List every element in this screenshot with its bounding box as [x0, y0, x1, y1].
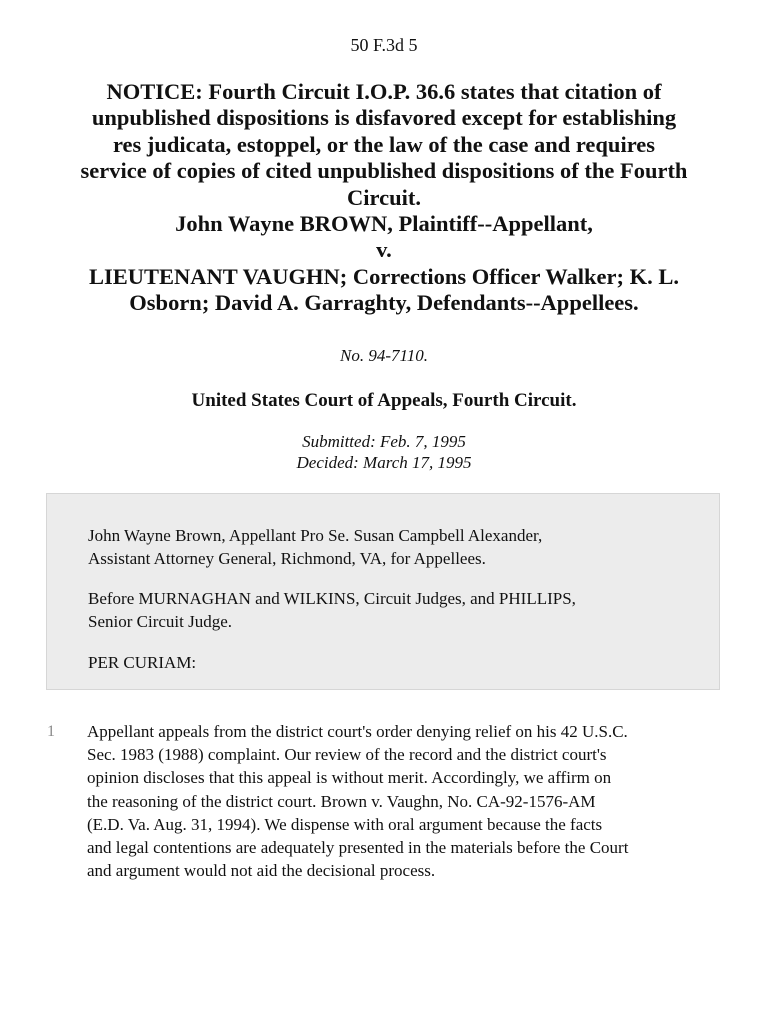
notice-line: service of copies of cited unpublished dispositions of the Fourth — [80, 158, 688, 184]
court-name: United States Court of Appeals, Fourth Circuit. — [191, 390, 577, 411]
opinion-line: the reasoning of the district court. Brown v. Vaughn, No. CA-92-1576-AM — [87, 791, 596, 811]
per-curiam-label: PER CURIAM: — [88, 653, 197, 672]
panel-line: Before MURNAGHAN and WILKINS, Circuit Judges, and PHILLIPS, — [88, 589, 576, 608]
defendants-line: Osborn; David A. Garraghty, Defendants--Appellees. — [129, 290, 639, 316]
defendants-line: LIEUTENANT VAUGHN; Corrections Officer Walker; K. L. — [89, 263, 679, 289]
opinion-line: opinion discloses that this appeal is without merit. Accordingly, we affirm on — [87, 768, 612, 788]
case-dates — [0, 431, 768, 473]
docket-number: No. 94-7110. — [340, 346, 428, 365]
case-info-box — [46, 493, 720, 690]
counsel-paragraph — [88, 524, 688, 570]
submitted-date: Submitted: Feb. 7, 1995 — [302, 432, 466, 451]
opinion-line: Sec. 1983 (1988) complaint. Our review of the record and the district court's — [87, 745, 607, 765]
panel-paragraph — [88, 587, 688, 633]
opinion-line: (E.D. Va. Aug. 31, 1994). We dispense with oral argument because the facts — [87, 814, 603, 834]
versus-line: v. — [376, 237, 392, 263]
notice-line: Circuit. — [347, 184, 421, 210]
opinion-line: and legal contentions are adequately presented in the materials before the Court — [87, 838, 629, 858]
opinion-paragraph — [87, 720, 727, 882]
notice-line: res judicata, estoppel, or the law of the case and requires — [112, 131, 656, 157]
plaintiff-line: John Wayne BROWN, Plaintiff--Appellant, — [175, 211, 593, 237]
reporter-citation: 50 F.3d 5 — [350, 35, 418, 55]
notice-line: unpublished dispositions is disfavored except for establishing — [91, 105, 677, 131]
decided-date: Decided: March 17, 1995 — [296, 453, 472, 472]
notice-line: NOTICE: Fourth Circuit I.O.P. 36.6 states that citation of — [106, 79, 662, 104]
counsel-line: Assistant Attorney General, Richmond, VA, for Appellees. — [88, 549, 486, 568]
paragraph-number: 1 — [47, 723, 55, 740]
counsel-line: John Wayne Brown, Appellant Pro Se. Susan Campbell Alexander, — [88, 526, 543, 545]
opinion-line: Appellant appeals from the district court's order denying relief on his 42 U.S.C. — [87, 722, 628, 741]
case-heading — [40, 79, 728, 317]
opinion-line: and argument would not aid the decisional process. — [87, 861, 436, 881]
panel-line: Senior Circuit Judge. — [88, 612, 233, 631]
